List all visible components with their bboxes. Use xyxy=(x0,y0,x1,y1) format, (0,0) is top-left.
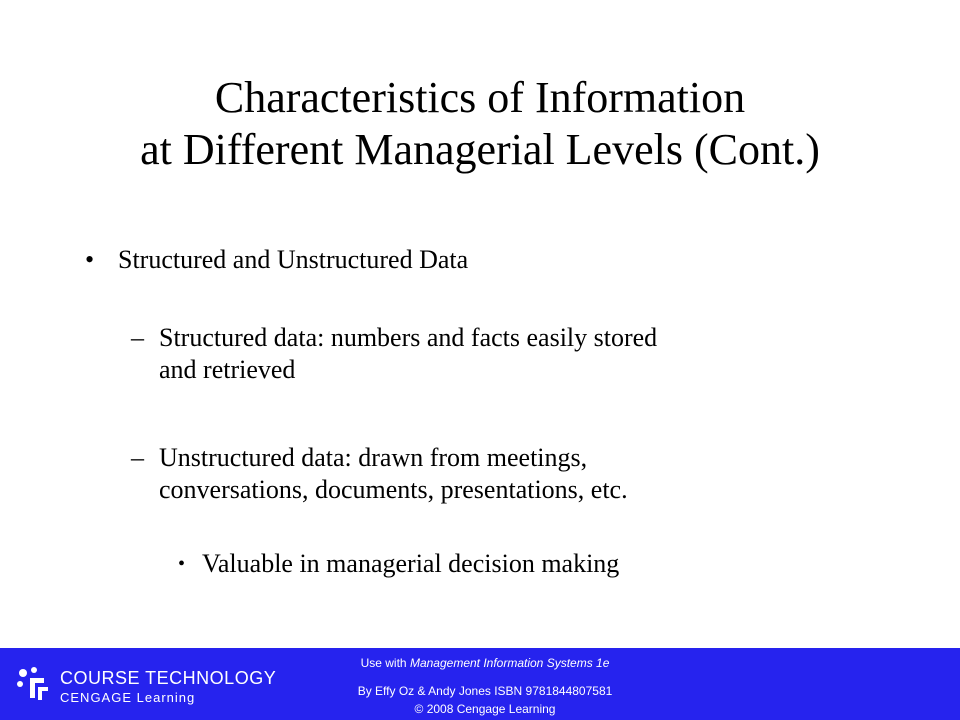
subsub-item-text: Valuable in managerial decision making xyxy=(202,549,620,578)
sub-item-line-2: conversations, documents, presentations, etc. xyxy=(159,475,628,504)
bullet-mark: • xyxy=(178,553,186,575)
dash-mark: – xyxy=(131,443,144,472)
sub-item-line-1: Unstructured data: drawn from meetings, xyxy=(159,443,588,472)
course-technology-logo-icon xyxy=(14,664,52,704)
footer-use-with-prefix: Use with xyxy=(360,656,410,670)
logo-line-2: CENGAGE Learning xyxy=(60,690,196,705)
logo-line-1: COURSE TECHNOLOGY xyxy=(60,668,277,688)
footer-authors: By Effy Oz & Andy Jones ISBN 9781844807581 xyxy=(357,684,613,698)
publisher-logo xyxy=(14,664,277,708)
footer-book-title: Management Information Systems 1e xyxy=(409,656,610,670)
footer-copyright: © 2008 Cengage Learning xyxy=(414,702,556,716)
slide-title xyxy=(0,72,960,176)
bullet-text: Structured and Unstructured Data xyxy=(118,245,469,274)
sub-item-line-1: Structured data: numbers and facts easily stored xyxy=(159,323,658,352)
footer-use-with xyxy=(270,656,700,670)
dash-mark: – xyxy=(131,323,144,352)
title-line-2: at Different Managerial Levels (Cont.) xyxy=(140,125,820,174)
footer-bar xyxy=(0,648,960,720)
sub-item-line-2: and retrieved xyxy=(159,355,296,384)
title-line-1: Characteristics of Information xyxy=(214,73,746,122)
bullet-mark: • xyxy=(85,245,95,274)
